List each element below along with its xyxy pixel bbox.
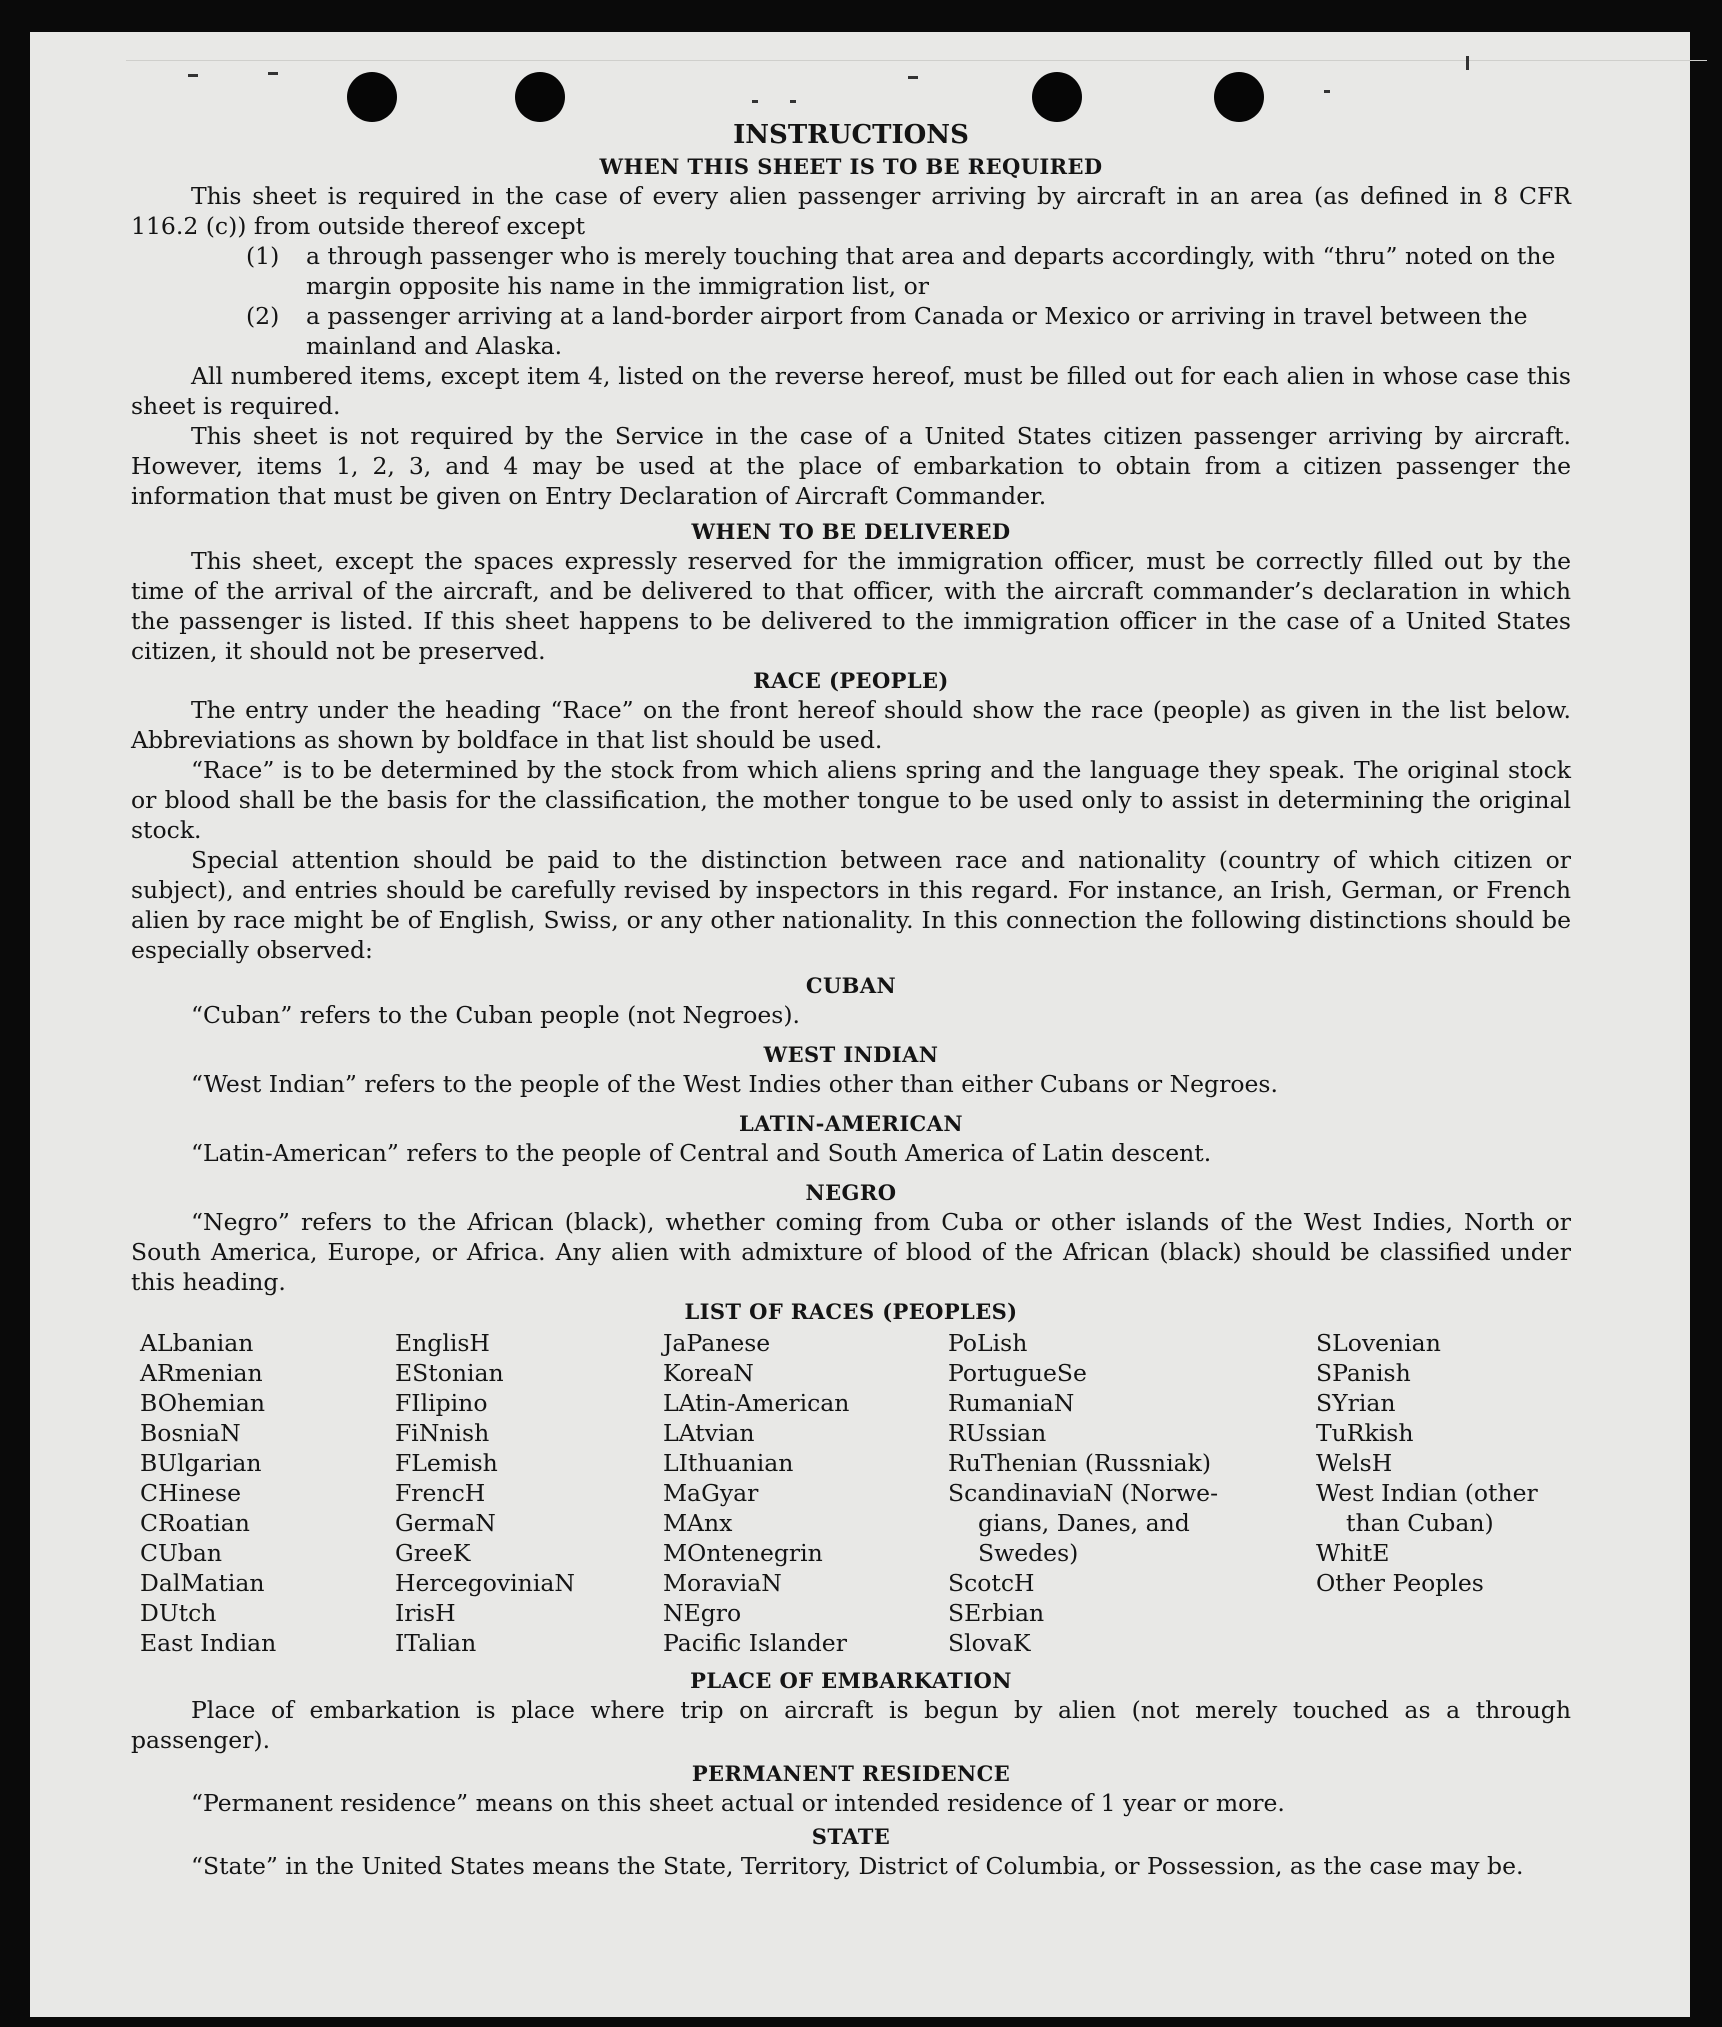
item-text: a through passenger who is merely touching that area and departs accordingly, with “thru” noted on the margin opposite his name in the immigration list, or [306,242,1556,300]
race-entry: MaGyar [663,1479,759,1507]
paragraph: “West Indian” refers to the people of the West Indies other than either Cubans or Negroes. [191,1070,1278,1098]
numbered-item [246,301,1571,361]
punch-hole [347,72,397,122]
scan-speck [268,72,278,75]
paragraph: The entry under the heading “Race” on the front hereof should show the race (people) as given in the list below. Abbreviations as shown by boldface in that list should be used. [131,696,1571,754]
race-entry: LIthuanian [663,1449,794,1477]
race-entry: SlovaK [948,1629,1031,1657]
race-entry: DalMatian [140,1569,265,1597]
race-entry: JaPanese [663,1329,771,1357]
item-number: (1) [246,242,280,270]
item-number: (2) [246,302,280,330]
paragraph: This sheet is required in the case of every alien passenger arriving by aircraft in an area (as defined in 8 CFR 116.2 (c)) from outside thereof except [131,182,1571,240]
section-heading: CUBAN [805,973,897,998]
paragraph: “Cuban” refers to the Cuban people (not Negroes). [191,1001,801,1029]
race-entry: CUban [140,1539,222,1567]
race-entry: LAtvian [663,1419,755,1447]
fold-line [126,60,1707,61]
race-entry: FiNnish [395,1419,490,1447]
paragraph: All numbered items, except item 4, listed on the reverse hereof, must be filled out for each alien in whose case this sheet is required. [131,362,1571,420]
race-entry: PortugueSe [948,1359,1087,1387]
race-entry: BOhemian [140,1389,265,1417]
race-entry: SPanish [1316,1359,1411,1387]
race-entry: FLemish [395,1449,498,1477]
paragraph: Place of embarkation is place where trip on aircraft is begun by alien (not merely touched as a through passenger). [131,1696,1571,1754]
race-entry: RuThenian (Russniak) [948,1449,1211,1477]
race-entry: gians, Danes, and [978,1509,1190,1537]
race-entry: MoraviaN [663,1569,782,1597]
section-heading: PLACE OF EMBARKATION [690,1668,1012,1693]
scan-speck [188,74,198,77]
race-entry: East Indian [140,1629,277,1657]
race-entry: ScotcH [948,1569,1035,1597]
paragraph: “State” in the United States means the State, Territory, District of Columbia, or Possession, as the case may be. [191,1852,1524,1880]
race-entry: Pacific Islander [663,1629,847,1657]
section-heading: WEST INDIAN [763,1042,939,1067]
race-entry: HercegoviniaN [395,1569,575,1597]
paragraph: Special attention should be paid to the distinction between race and nationality (country of which citizen or subject), and entries should be carefully revised by inspectors in this regard. For instance, an Irish, German, or French alien by race might be of English, Swiss, or any other nationality. In this connection the following distinctions should be especially observed: [131,846,1571,964]
race-list-column [395,1328,663,1658]
race-entry: ALbanian [140,1329,254,1357]
section-heading: WHEN THIS SHEET IS TO BE REQUIRED [599,154,1103,179]
race-entry: NEgro [663,1599,742,1627]
punch-hole [1214,72,1264,122]
race-entry: MAnx [663,1509,733,1537]
race-entry: GermaN [395,1509,496,1537]
item-text: a passenger arriving at a land-border airport from Canada or Mexico or arriving in travel between the mainland and Alaska. [306,302,1528,360]
section-heading: RACE (PEOPLE) [753,668,949,693]
race-entry: PoLish [948,1329,1028,1357]
race-entry: MOntenegrin [663,1539,823,1567]
race-entry: than Cuban) [1346,1509,1494,1537]
race-entry: RumaniaN [948,1389,1075,1417]
scan-speck [1466,56,1469,70]
paragraph: This sheet is not required by the Service in the case of a United States citizen passenger arriving by aircraft. However, items 1, 2, 3, and 4 may be used at the place of embarkation to obtain from a citizen passenger the information that must be given on Entry Declaration of Aircraft Commander. [131,422,1571,510]
race-entry: WhitE [1316,1539,1390,1567]
race-entry: BUlgarian [140,1449,262,1477]
race-entry: FrencH [395,1479,486,1507]
race-entry: EnglisH [395,1329,490,1357]
race-entry: CHinese [140,1479,241,1507]
scan-speck [1324,90,1330,93]
race-entry: RUssian [948,1419,1047,1447]
race-entry: BosniaN [140,1419,241,1447]
paragraph: “Latin-American” refers to the people of Central and South America of Latin descent. [191,1139,1212,1167]
race-list-column [948,1328,1316,1658]
race-list-column [140,1328,395,1658]
race-entry: LAtin-American [663,1389,850,1417]
race-list-column [1316,1328,1571,1658]
paragraph: “Negro” refers to the African (black), whether coming from Cuba or other islands of the West Indies, North or South America, Europe, or Africa. Any alien with admixture of blood of the African (black) should be classified under this heading. [131,1208,1571,1296]
section-heading: WHEN TO BE DELIVERED [691,519,1011,544]
race-entry: Swedes) [978,1539,1079,1567]
race-entry: EStonian [395,1359,504,1387]
race-entry: TuRkish [1316,1419,1414,1447]
scan-speck [752,100,758,103]
race-list-column [663,1328,948,1658]
race-entry: West Indian (other [1316,1479,1538,1507]
paragraph: “Permanent residence” means on this sheet actual or intended residence of 1 year or more. [191,1789,1285,1817]
race-entry: ScandinaviaN (Norwe- [948,1479,1219,1507]
scan-speck [790,100,796,103]
page-title: INSTRUCTIONS [733,120,969,150]
instructions-text [131,118,1571,1881]
race-entry: SYrian [1316,1389,1396,1417]
section-heading: LIST OF RACES (PEOPLES) [684,1299,1018,1324]
section-heading: NEGRO [805,1180,897,1205]
race-entry: KoreaN [663,1359,754,1387]
race-entry: DUtch [140,1599,217,1627]
scan-speck [908,76,918,79]
paragraph: “Race” is to be determined by the stock from which aliens spring and the language they speak. The original stock or blood shall be the basis for the classification, the mother tongue to be used only to assist in determining the original stock. [131,756,1571,844]
section-heading: STATE [811,1824,891,1849]
punch-hole [515,72,565,122]
race-entry: FIlipino [395,1389,488,1417]
section-heading: LATIN-AMERICAN [739,1111,963,1136]
race-entry: SErbian [948,1599,1045,1627]
race-entry: GreeK [395,1539,471,1567]
numbered-item [246,241,1571,301]
race-entry: Other Peoples [1316,1569,1484,1597]
race-entry: CRoatian [140,1509,250,1537]
punch-hole [1032,72,1082,122]
race-entry: ARmenian [140,1359,263,1387]
section-heading: PERMANENT RESIDENCE [691,1761,1011,1786]
paragraph: This sheet, except the spaces expressly reserved for the immigration officer, must be correctly filled out by the time of the arrival of the aircraft, and be delivered to that officer, with the aircraft commander’s declaration in which the passenger is listed. If this sheet happens to be delivered to the immigration officer in the case of a United States citizen, it should not be preserved. [131,547,1571,665]
race-entry: ITalian [395,1629,477,1657]
race-list [140,1328,1571,1658]
race-entry: IrisH [395,1599,456,1627]
race-entry: SLovenian [1316,1329,1441,1357]
race-entry: WelsH [1316,1449,1393,1477]
